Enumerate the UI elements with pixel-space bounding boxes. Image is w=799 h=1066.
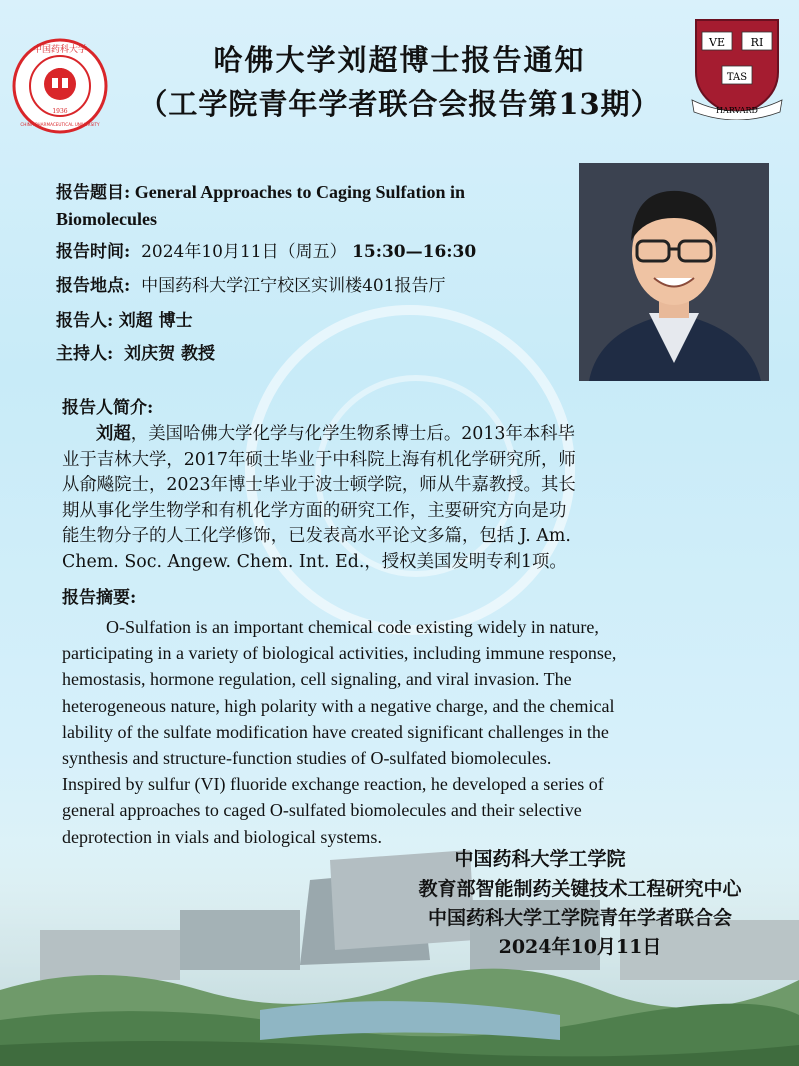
place-label: 报告地点: bbox=[56, 276, 131, 296]
speaker-value: 刘超 博士 bbox=[118, 311, 193, 331]
bio-heading: 报告人简介: bbox=[62, 398, 154, 418]
abstract-line: O-Sulfation is an important chemical code existing widely in nature, bbox=[106, 617, 599, 637]
shield-banner: HARVARD bbox=[716, 106, 758, 115]
shield-book-1: VE bbox=[709, 36, 725, 49]
bio-line: 能生物分子的人工化学修饰，已发表高水平论文多篇，包括 J. Am. bbox=[62, 526, 571, 546]
topic-value-line2: Biomolecules bbox=[56, 209, 157, 229]
time-date: 2024年10月11日（周五） bbox=[141, 242, 347, 262]
logo-top-text: 中国药科大学 bbox=[32, 45, 88, 55]
footer-org-2: 教育部智能制药关键技术工程研究中心 bbox=[418, 878, 742, 900]
page-subtitle: （工学院青年学者联合会报告第13期） bbox=[138, 87, 661, 121]
abstract-line: synthesis and structure-function studies of O-sulfated biomolecules. bbox=[62, 748, 552, 769]
abstract-line: participating in a variety of biological activities, including immune response, bbox=[62, 643, 617, 664]
topic-value-line1: General Approaches to Caging Sulfation in bbox=[130, 182, 465, 202]
host-row bbox=[56, 342, 215, 366]
shield-book-3: TAS bbox=[726, 72, 748, 83]
host-label: 主持人: bbox=[56, 344, 114, 364]
logo-year: 1936 bbox=[52, 108, 68, 115]
bio-line: ，美国哈佛大学化学与化学生物系博士后。2013年本科毕 bbox=[130, 424, 576, 444]
abstract-line: lability of the sulfate modification have created significant challenges in the bbox=[62, 721, 609, 742]
abstract-line: Inspired by sulfur (VI) fluoride exchange reaction, he developed a series of bbox=[62, 774, 604, 795]
abstract-line: hemostasis, hormone regulation, cell signaling, and viral invasion. The bbox=[62, 669, 572, 690]
logo-bottom-text: CHINA PHARMACEUTICAL UNIVERSITY bbox=[20, 122, 100, 127]
time-row bbox=[56, 240, 476, 264]
abstract-paragraph bbox=[62, 614, 734, 850]
footer-org-3: 中国药科大学工学院青年学者联合会 bbox=[427, 907, 732, 929]
place-row bbox=[56, 274, 446, 298]
bio-line: 业于吉林大学，2017年硕士毕业于中科院上海有机化学研究所，师 bbox=[62, 449, 576, 470]
shield-book-2: RI bbox=[750, 36, 764, 49]
abstract-line: deprotection in vials and biological systems. bbox=[62, 826, 382, 847]
page-title: 哈佛大学刘超博士报告通知 bbox=[213, 43, 586, 77]
place-value: 中国药科大学江宁校区实训楼401报告厅 bbox=[141, 276, 446, 296]
bio-line: Chem. Soc. Angew. Chem. Int. Ed.，授权美国发明专利1项。 bbox=[62, 551, 567, 572]
topic-row bbox=[56, 180, 465, 205]
bio-line: 从俞飚院士，2023年博士毕业于波士顿学院，师从牛嘉教授。其长 bbox=[62, 475, 576, 495]
bio-name: 刘超 bbox=[96, 424, 131, 444]
bio-line: 期从事化学生物学和有机化学方面的研究工作，主要研究方向是功 bbox=[62, 500, 567, 521]
footer-date: 2024年10月11日 bbox=[498, 936, 662, 958]
host-value: 刘庆贺 教授 bbox=[124, 344, 216, 364]
abstract-heading: 报告摘要: bbox=[62, 588, 137, 608]
topic-label: 报告题目: bbox=[56, 183, 131, 203]
bio-paragraph bbox=[62, 422, 734, 575]
time-hours: 15:30—16:30 bbox=[352, 242, 477, 262]
abstract-line: general approaches to caged O-sulfated biomolecules and their selective bbox=[62, 800, 582, 821]
footer-org-1: 中国药科大学工学院 bbox=[454, 848, 626, 870]
speaker-photo bbox=[579, 163, 769, 381]
speaker-label: 报告人: bbox=[56, 311, 114, 331]
speaker-row bbox=[56, 309, 193, 333]
abstract-line: heterogeneous nature, high polarity with a negative charge, and the chemical bbox=[62, 695, 615, 716]
time-label: 报告时间: bbox=[56, 242, 131, 262]
